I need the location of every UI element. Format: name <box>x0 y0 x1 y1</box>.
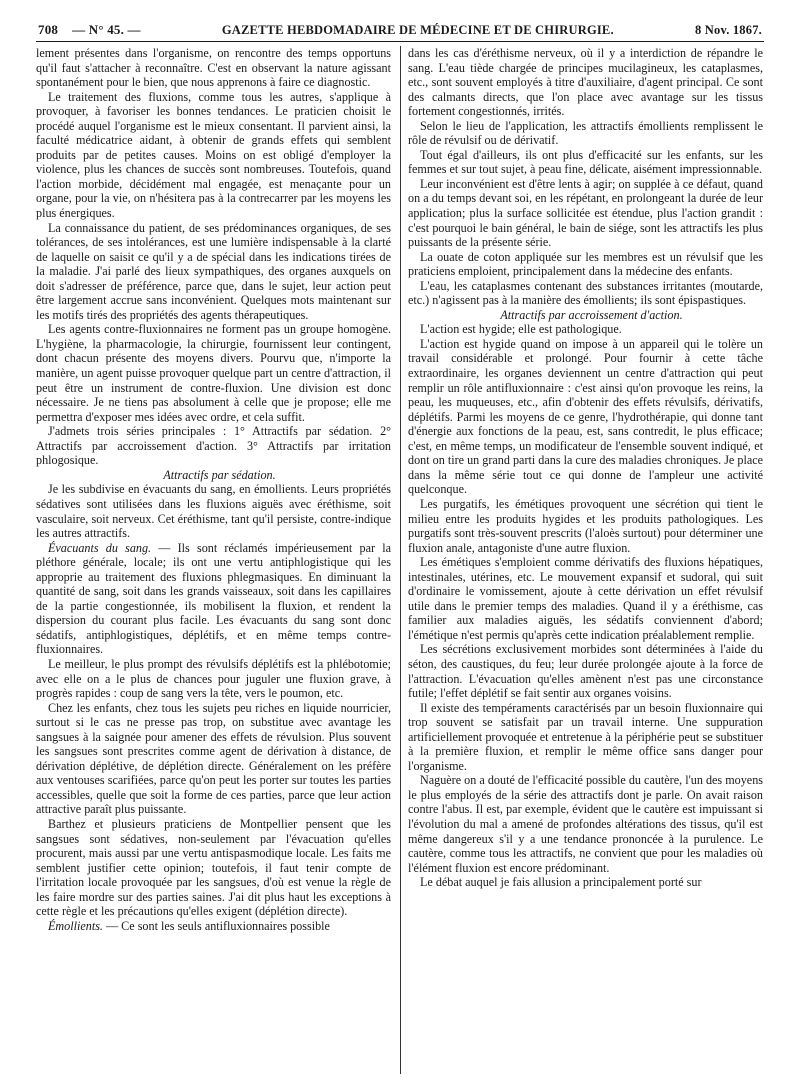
paragraph: La ouate de coton appliquée sur les membres est un révulsif que les praticiens emploient, principalement dans la médecine des enfants. <box>408 249 763 279</box>
paragraph: Je les subdivise en évacuants du sang, en émollients. Leurs propriétés sédatives sont utilisées dans les fluxions aiguës avec éréthisme, soit vasculaire, soit nerveux. Cet éréthisme, tant qu'il persiste, contre-indique les autres attractifs. <box>36 482 391 541</box>
page-number: 708 <box>38 22 59 37</box>
paragraph: Tout égal d'ailleurs, ils ont plus d'efficacité sur les enfants, sur les femmes et sur tout sujet, à peau fine, délicate, aisément impressionnable. <box>408 147 763 177</box>
section-heading: Attractifs par sédation. <box>163 467 276 482</box>
paragraph <box>36 541 391 657</box>
left-column <box>36 46 391 933</box>
paragraph: Le traitement des fluxions, comme tous les autres, s'applique à provoquer, à favoriser les bonnes tendances. Le praticien choisit le procédé auquel l'organisme est le mieux consentant. Il parvient ainsi, la faculté médicatrice aidant, à obtenir de grands effets qui semblent produits par de petites causes. Moins on est obligé d'employer la violence, plus les chances de succès sont nombreuses. Toutefois, quand l'action morbide, décidément mal engagée, est menaçante pour un organe, pour la vie, on n'hésitera pas à la contrecarrer par les moyens les plus énergiques. <box>36 89 391 221</box>
paragraph <box>36 919 391 934</box>
journal-title: GAZETTE HEBDOMADAIRE DE MÉDECINE ET DE CHIRURGIE. <box>221 23 614 37</box>
paragraph: Chez les enfants, chez tous les sujets peu riches en liquide nourricier, surtout si le cas ne presse pas trop, on substitue avec avantage les sangsues à la saignée pour amener des effets de révulsion. Plus souvent les sangsues sont prescrites comme agent de dérivation à distance, de dérivation déplétive, de déplétion directe. Généralement on les préfère aux ventouses scarifiées, parce qu'on peut les porter sur toutes les parties accessibles, quelle que soit la forme de ces parties, parce que leur action attractive paraît plus puissante. <box>36 700 391 817</box>
paragraph: J'admets trois séries principales : 1° Attractifs par sédation. 2° Attractifs par accroissement d'action. 3° Attractifs par irritation phlogosique. <box>36 424 391 468</box>
issue-date: 8 Nov. 1867. <box>695 23 762 37</box>
paragraph: dans les cas d'éréthisme nerveux, où il y a interdiction de répandre le sang. L'eau tiède chargée de principes mucilagineux, les cataplasmes, etc., sont souvent employés à titre d'auxiliaire, d'agent principal. Ce sont des calmants directs, que l'on place avec avantage sur les tissus fortement congestionnés, irrités. <box>408 46 763 119</box>
paragraph: L'action est hygide; elle est pathologique. <box>420 322 622 337</box>
paragraph-body: — Ils sont réclamés impérieusement par la pléthore générale, locale; ils ont une vertu antiphlogistique qui les approprie au traitement des fluxions phlegmasiques. En diminuant la quantité de sang, soit dans les grands vaisseaux, soit dans les capillaires de la partie congestionnée, ils mobilisent la fluxion, et rendent la dispersion du courant plus facile. Les évacuants du sang sont donc sédatifs, antiphlogistiques, déplétifs, et en même temps contre-fluxionnaires. <box>36 540 391 657</box>
paragraph: Barthez et plusieurs praticiens de Montpellier pensent que les sangsues sont sédatives, non-seulement par l'évacuation qu'elles procurent, mais aussi par une vertu antispasmodique locale. Les faits me semblent justifier cette opinion; toutefois, il faut tenir compte de l'irritation locale provoquée par les sangsues, d'où est venue la règle de les faire mordre sur des parties saines. J'ai dit plus haut les exceptions à cette règle et les précautions qu'elles exigent (déplétion directe). <box>36 816 391 919</box>
paragraph: Les émétiques s'emploient comme dérivatifs des fluxions hépatiques, intestinales, utérines, etc. Le mouvement expansif et sudoral, qui suit d'ordinaire le vomissement, ajoute à cette dérivation un effet révulsif utile dans le premier temps des maladies. Quand il y a éréthisme, cas familier aux maladies aiguës, les sédatifs conviennent d'abord; l'émétique n'est permis qu'après cette indication préalablement remplie. <box>408 555 763 642</box>
paragraph: Les purgatifs, les émétiques provoquent une sécrétion qui tient le milieu entre les produits hygides et les produits pathologiques. Les purgatifs sont très-souvent prescrits (l'aloès surtout) pour déterminer une fluxion anale, antagoniste d'une autre fluxion. <box>408 496 763 555</box>
issue-number: — N° 45. — <box>72 22 141 37</box>
paragraph: Selon le lieu de l'application, les attractifs émollients remplissent le rôle de révulsif ou de dérivatif. <box>408 118 763 148</box>
text-columns <box>36 46 764 1080</box>
paragraph: Le débat auquel je fais allusion a principalement porté sur <box>420 875 702 890</box>
newspaper-page <box>36 22 764 1080</box>
paragraph: Leur inconvénient est d'être lents à agir; on supplée à ce défaut, quand on a du temps devant soi, en les répétant, en prolongeant la durée de leur application; plus la surface sollicitée est étendue, plus l'action grandit : c'est pourquoi le bain général, le bain de siége, sont les attractifs les plus puissants de la présente série. <box>408 176 763 250</box>
paragraph: Le meilleur, le plus prompt des révulsifs déplétifs est la phlébotomie; avec elle on a le plus de chances pour juguler une fluxion grave, à progrès rapides : coup de sang vers la tête, vers le poumon, etc. <box>36 656 391 701</box>
paragraph-body: — Ce sont les seuls antifluxionnaires possible <box>102 918 330 933</box>
paragraph: Les agents contre-fluxionnaires ne forment pas un groupe homogène. L'hygiène, la pharmacologie, la chirurgie, fournissent leur contingent, dont chacun présente des moyens divers. Pourvu que, n'importe la manière, un agent puisse provoquer quelque part un centre d'attraction, il peut être un instrument de contre-fluxion. Une division est donc nécessaire. Je ne tiens pas absolument à celle que je propose; elle me permettra d'exposer mes idées avec ordre, et cela suffit. <box>36 322 391 424</box>
paragraph: Naguère on a douté de l'efficacité possible du cautère, l'un des moyens le plus employés de la série des attractifs dont je parle. On avait raison contre l'abus. Il est, par exemple, évident que le cautère est impuissant si l'évolution du mal a amené de profondes altérations des tissus, qu'il est même dangereux s'il y a une tendance prononcée à la purulence. Le cautère, comme tous les attractifs, ne convient que pour les maladies où l'élément fluxion est encore prédominant. <box>408 773 763 875</box>
column-divider <box>400 46 401 1074</box>
paragraph: L'action est hygide quand on impose à un appareil qui le tolère un travail considérable et prolongé. Pour fournir à cette tâche extraordinaire, les organes deviennent un centre d'attraction qui peut remplir un rôle antifluxionnaire : c'est ainsi qu'on provoque les reins, la peau, les muqueuses, etc., afin d'obtenir des effets révulsifs, dérivatifs, déplétifs. Parmi les moyens de ce genre, l'hydrothérapie, qui donne tant d'énergie aux fonctions de la peau, est, sans contredit, le plus efficace; c'est, en même temps, un modificateur de l'ensemble souvent indiqué, et dont on tire un grand parti dans la cure des maladies chroniques. Je place dans la même série tout ce qui donne de l'ampleur une activité quelconque. <box>408 336 763 497</box>
paragraph-lead: Émollients. <box>48 918 103 933</box>
paragraph: lement présentes dans l'organisme, on rencontre des temps opportuns qu'il faut s'attacher à reconnaître. C'est en observant la nature agissant spontanément pour le bien, que nous apprenons à faire ce diagnostic. <box>36 46 391 90</box>
paragraph: Il existe des tempéraments caractérisés par un besoin fluxionnaire qui trop souvent se satisfait par un travail interne. Une suppuration artificiellement provoquée et entretenue à la périphérie peut se substituer à la première fluxion, et remplir le même office sans danger pour l'organisme. <box>408 700 763 773</box>
paragraph: La connaissance du patient, de ses prédominances organiques, de ses tolérances, de ses intolérances, est une lumière indispensable à la clarté de laquelle on saisit ce qu'il y a de spécial dans les indications tirées de la maladie. J'ai parlé des lieux sympathiques, des organes auxquels on doit s'adresser de préférence, parce que, dans le sujet, leur action peut être largement accrue sans inconvénient. Quelques mots maintenant sur les motifs tirés des propriétés des agents thérapeutiques. <box>36 220 391 322</box>
right-column <box>408 46 763 890</box>
section-heading: Attractifs par accroissement d'action. <box>500 307 683 322</box>
paragraph: L'eau, les cataplasmes contenant des substances irritantes (moutarde, etc.) n'agissent pas à la manière des émollients; ils sont épispastiques. <box>408 278 763 308</box>
paragraph-lead: Évacuants du sang. <box>48 540 152 555</box>
page-header <box>36 22 764 42</box>
paragraph: Les sécrétions exclusivement morbides sont déterminées à l'aide du séton, des caustiques, du feu; leur durée prolongée ajoute à la force de l'attraction. L'évacuation qu'elles amènent n'est pas une circonstance futile; l'effet déplétif se fait sentir aux organes voisins. <box>408 642 763 701</box>
